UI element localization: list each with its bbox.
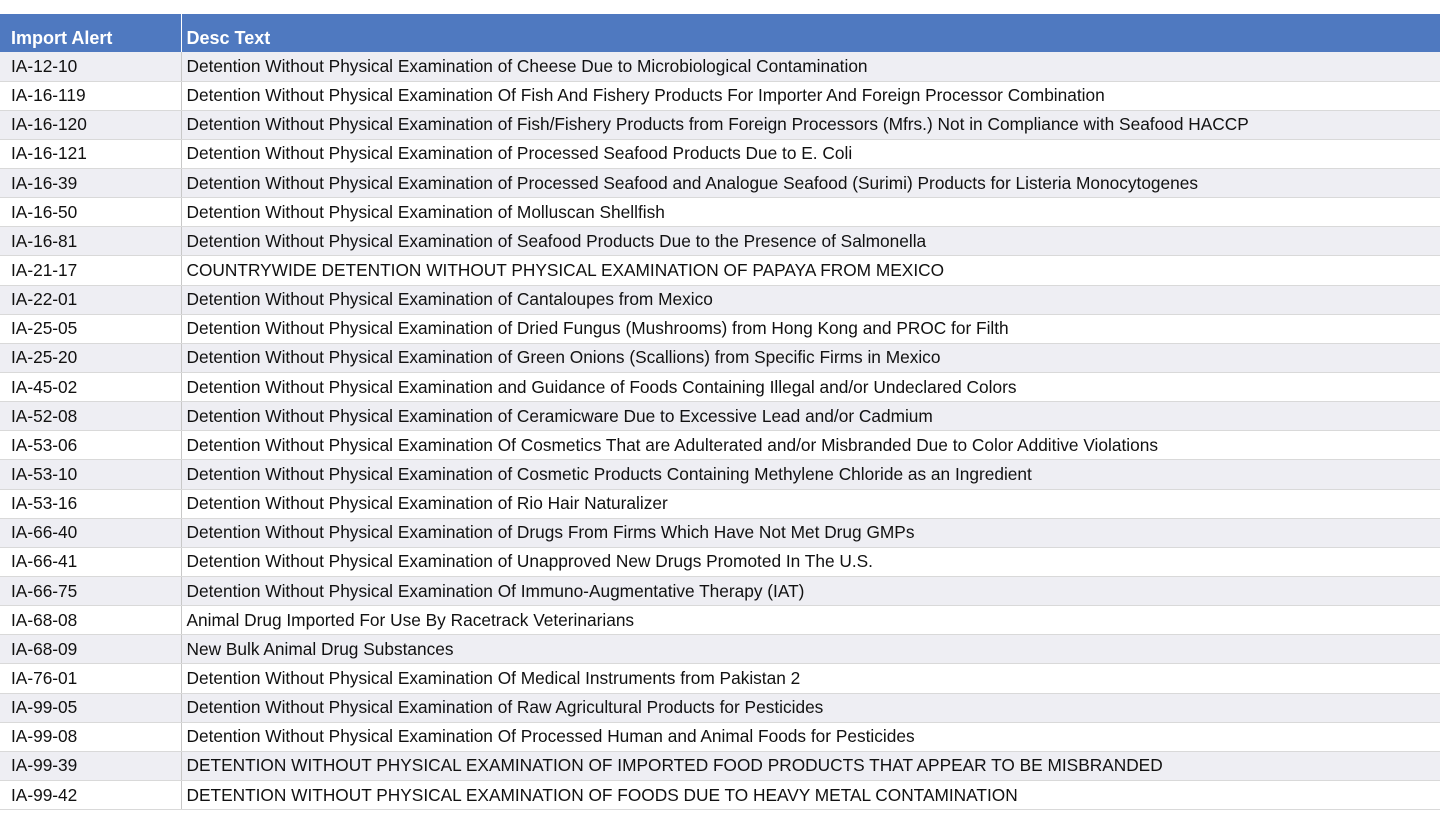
table-row [0, 489, 1440, 518]
table-row [0, 52, 1440, 81]
desc-text-cell[interactable]: Detention Without Physical Examination of Processed Seafood and Analogue Seafood (Surimi) Products for Listeria Monocytogenes [181, 169, 1440, 198]
table-row [0, 256, 1440, 285]
import-alert-cell[interactable]: IA-16-50 [0, 198, 181, 227]
table-row [0, 343, 1440, 372]
table-row [0, 547, 1440, 576]
desc-text-cell[interactable]: Detention Without Physical Examination of Processed Seafood Products Due to E. Coli [181, 139, 1440, 168]
table-row [0, 577, 1440, 606]
desc-text-cell[interactable]: Detention Without Physical Examination Of Cosmetics That are Adulterated and/or Misbranded Due to Color Additive Violations [181, 431, 1440, 460]
desc-text-cell[interactable]: Detention Without Physical Examination Of Medical Instruments from Pakistan 2 [181, 664, 1440, 693]
desc-text-cell[interactable]: Detention Without Physical Examination of Unapproved New Drugs Promoted In The U.S. [181, 547, 1440, 576]
desc-text-cell[interactable]: Animal Drug Imported For Use By Racetrack Veterinarians [181, 606, 1440, 635]
table-row [0, 751, 1440, 780]
desc-text-cell[interactable]: Detention Without Physical Examination of Fish/Fishery Products from Foreign Processors (Mfrs.) Not in Compliance with Seafood HACCP [181, 110, 1440, 139]
desc-text-cell[interactable]: Detention Without Physical Examination of Cantaloupes from Mexico [181, 285, 1440, 314]
table-row [0, 606, 1440, 635]
import-alert-cell[interactable]: IA-53-10 [0, 460, 181, 489]
desc-text-cell[interactable]: Detention Without Physical Examination Of Processed Human and Animal Foods for Pesticides [181, 722, 1440, 751]
table-row [0, 81, 1440, 110]
desc-text-cell[interactable]: Detention Without Physical Examination of Dried Fungus (Mushrooms) from Hong Kong and PROC for Filth [181, 314, 1440, 343]
import-alert-cell[interactable]: IA-16-120 [0, 110, 181, 139]
import-alert-cell[interactable]: IA-45-02 [0, 373, 181, 402]
table-row [0, 431, 1440, 460]
import-alert-cell[interactable]: IA-99-39 [0, 751, 181, 780]
desc-text-cell[interactable]: New Bulk Animal Drug Substances [181, 635, 1440, 664]
table-row [0, 373, 1440, 402]
desc-text-cell[interactable]: Detention Without Physical Examination of Green Onions (Scallions) from Specific Firms in Mexico [181, 343, 1440, 372]
desc-text-cell[interactable]: Detention Without Physical Examination of Ceramicware Due to Excessive Lead and/or Cadmium [181, 402, 1440, 431]
desc-text-cell[interactable]: DETENTION WITHOUT PHYSICAL EXAMINATION OF IMPORTED FOOD PRODUCTS THAT APPEAR TO BE MISBRANDED [181, 751, 1440, 780]
import-alert-cell[interactable]: IA-25-05 [0, 314, 181, 343]
column-header-import-alert[interactable]: Import Alert [0, 14, 181, 52]
table-row [0, 722, 1440, 751]
table-row [0, 693, 1440, 722]
desc-text-cell[interactable]: Detention Without Physical Examination of Cosmetic Products Containing Methylene Chloride as an Ingredient [181, 460, 1440, 489]
import-alert-cell[interactable]: IA-99-05 [0, 693, 181, 722]
table-row [0, 314, 1440, 343]
desc-text-cell[interactable]: DETENTION WITHOUT PHYSICAL EXAMINATION OF FOODS DUE TO HEAVY METAL CONTAMINATION [181, 781, 1440, 810]
table-row [0, 635, 1440, 664]
import-alert-cell[interactable]: IA-53-06 [0, 431, 181, 460]
desc-text-cell[interactable]: Detention Without Physical Examination Of Fish And Fishery Products For Importer And Foreign Processor Combination [181, 81, 1440, 110]
import-alert-cell[interactable]: IA-66-41 [0, 547, 181, 576]
import-alert-cell[interactable]: IA-22-01 [0, 285, 181, 314]
table-row [0, 227, 1440, 256]
desc-text-cell[interactable]: Detention Without Physical Examination of Drugs From Firms Which Have Not Met Drug GMPs [181, 518, 1440, 547]
desc-text-cell[interactable]: Detention Without Physical Examination Of Immuno-Augmentative Therapy (IAT) [181, 577, 1440, 606]
desc-text-cell[interactable]: Detention Without Physical Examination of Raw Agricultural Products for Pesticides [181, 693, 1440, 722]
table-row [0, 402, 1440, 431]
header-row [0, 14, 1440, 52]
import-alert-cell[interactable]: IA-76-01 [0, 664, 181, 693]
desc-text-cell[interactable]: Detention Without Physical Examination of Cheese Due to Microbiological Contamination [181, 52, 1440, 81]
table-row [0, 285, 1440, 314]
table-row [0, 664, 1440, 693]
import-alert-cell[interactable]: IA-66-75 [0, 577, 181, 606]
import-alert-cell[interactable]: IA-66-40 [0, 518, 181, 547]
import-alert-cell[interactable]: IA-16-121 [0, 139, 181, 168]
desc-text-cell[interactable]: Detention Without Physical Examination of Molluscan Shellfish [181, 198, 1440, 227]
table-row [0, 169, 1440, 198]
import-alert-cell[interactable]: IA-68-09 [0, 635, 181, 664]
import-alert-cell[interactable]: IA-99-42 [0, 781, 181, 810]
spreadsheet [0, 14, 1440, 810]
desc-text-cell[interactable]: Detention Without Physical Examination and Guidance of Foods Containing Illegal and/or Undeclared Colors [181, 373, 1440, 402]
table-row [0, 110, 1440, 139]
desc-text-cell[interactable]: Detention Without Physical Examination of Seafood Products Due to the Presence of Salmonella [181, 227, 1440, 256]
import-alert-cell[interactable]: IA-99-08 [0, 722, 181, 751]
table-body [0, 52, 1440, 810]
import-alert-cell[interactable]: IA-53-16 [0, 489, 181, 518]
import-alert-cell[interactable]: IA-52-08 [0, 402, 181, 431]
table-row [0, 781, 1440, 810]
desc-text-cell[interactable]: Detention Without Physical Examination of Rio Hair Naturalizer [181, 489, 1440, 518]
table-row [0, 139, 1440, 168]
import-alert-table [0, 14, 1440, 810]
import-alert-cell[interactable]: IA-21-17 [0, 256, 181, 285]
column-header-desc-text[interactable]: Desc Text [181, 14, 1440, 52]
table-row [0, 460, 1440, 489]
import-alert-cell[interactable]: IA-12-10 [0, 52, 181, 81]
table-row [0, 198, 1440, 227]
import-alert-cell[interactable]: IA-68-08 [0, 606, 181, 635]
import-alert-cell[interactable]: IA-25-20 [0, 343, 181, 372]
import-alert-cell[interactable]: IA-16-39 [0, 169, 181, 198]
import-alert-cell[interactable]: IA-16-81 [0, 227, 181, 256]
table-row [0, 518, 1440, 547]
import-alert-cell[interactable]: IA-16-119 [0, 81, 181, 110]
desc-text-cell[interactable]: COUNTRYWIDE DETENTION WITHOUT PHYSICAL EXAMINATION OF PAPAYA FROM MEXICO [181, 256, 1440, 285]
